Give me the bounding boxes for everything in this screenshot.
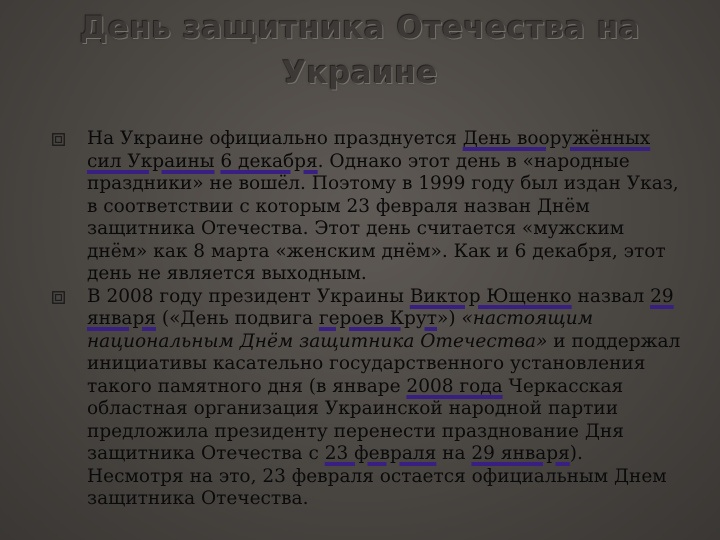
text-segment: на — [436, 443, 472, 464]
text-segment: В 2008 году президент Украины — [87, 285, 410, 307]
slide-title-line-2: Украине — [282, 55, 438, 91]
link-23-february[interactable]: 23 февраля — [324, 443, 437, 464]
link-29-january-2[interactable]: 29 января — [471, 443, 570, 464]
text-segment: Черкасская областная организация Украинской народной партии предложила президенту перенести празднование Дня защитника Отечества с — [87, 375, 624, 464]
text-segment: . Однако этот день в «народные праздники» не вошёл. Поэтому в 1999 году был издан Указ, в соответствии с которым 23 февраля назван Днём защитника Отечества. Этот день считается «мужским днём» как 8 марта «женским днём». Как и 6 декабря, этот день не является выходным. — [87, 150, 679, 284]
text-segment: («День подвига — [155, 308, 319, 329]
bullet-text-1 — [87, 128, 684, 286]
link-viktor-yushchenko[interactable]: Виктор Ющенко — [409, 285, 572, 307]
text-segment: и поддержал инициативы касательно государственного установления такого памятного дня (в январе — [87, 330, 681, 397]
bullet-item-2 — [52, 286, 684, 511]
checkbox-bullet-icon — [52, 133, 65, 146]
text-segment: назвал — [571, 285, 651, 307]
bullet-text-2 — [87, 286, 684, 511]
text-segment: На Украине официально празднуется — [87, 128, 463, 149]
text-segment: ). Несмотря на это, 23 февраля остается официальным Днем защитника Отечества. — [87, 443, 667, 509]
bullet-list — [52, 128, 684, 511]
bullet-item-1 — [52, 128, 684, 286]
link-29-january[interactable]: 29 января — [87, 285, 674, 329]
slide-title — [60, 6, 660, 96]
text-segment: ») — [437, 308, 462, 329]
link-2008-year[interactable]: 2008 года — [406, 375, 503, 397]
link-heroes-of-kruty[interactable]: героев Крут — [318, 308, 438, 329]
checkbox-bullet-icon — [52, 291, 65, 304]
link-day-of-armed-forces[interactable]: День вооружённых сил Украины — [87, 128, 651, 172]
italic-quote: «настоящим национальным Днём защитника Отечества» — [87, 308, 594, 352]
link-6-december[interactable]: 6 декабря — [220, 150, 318, 172]
slide-title-line-1: День защитника Отечества на — [79, 10, 641, 46]
